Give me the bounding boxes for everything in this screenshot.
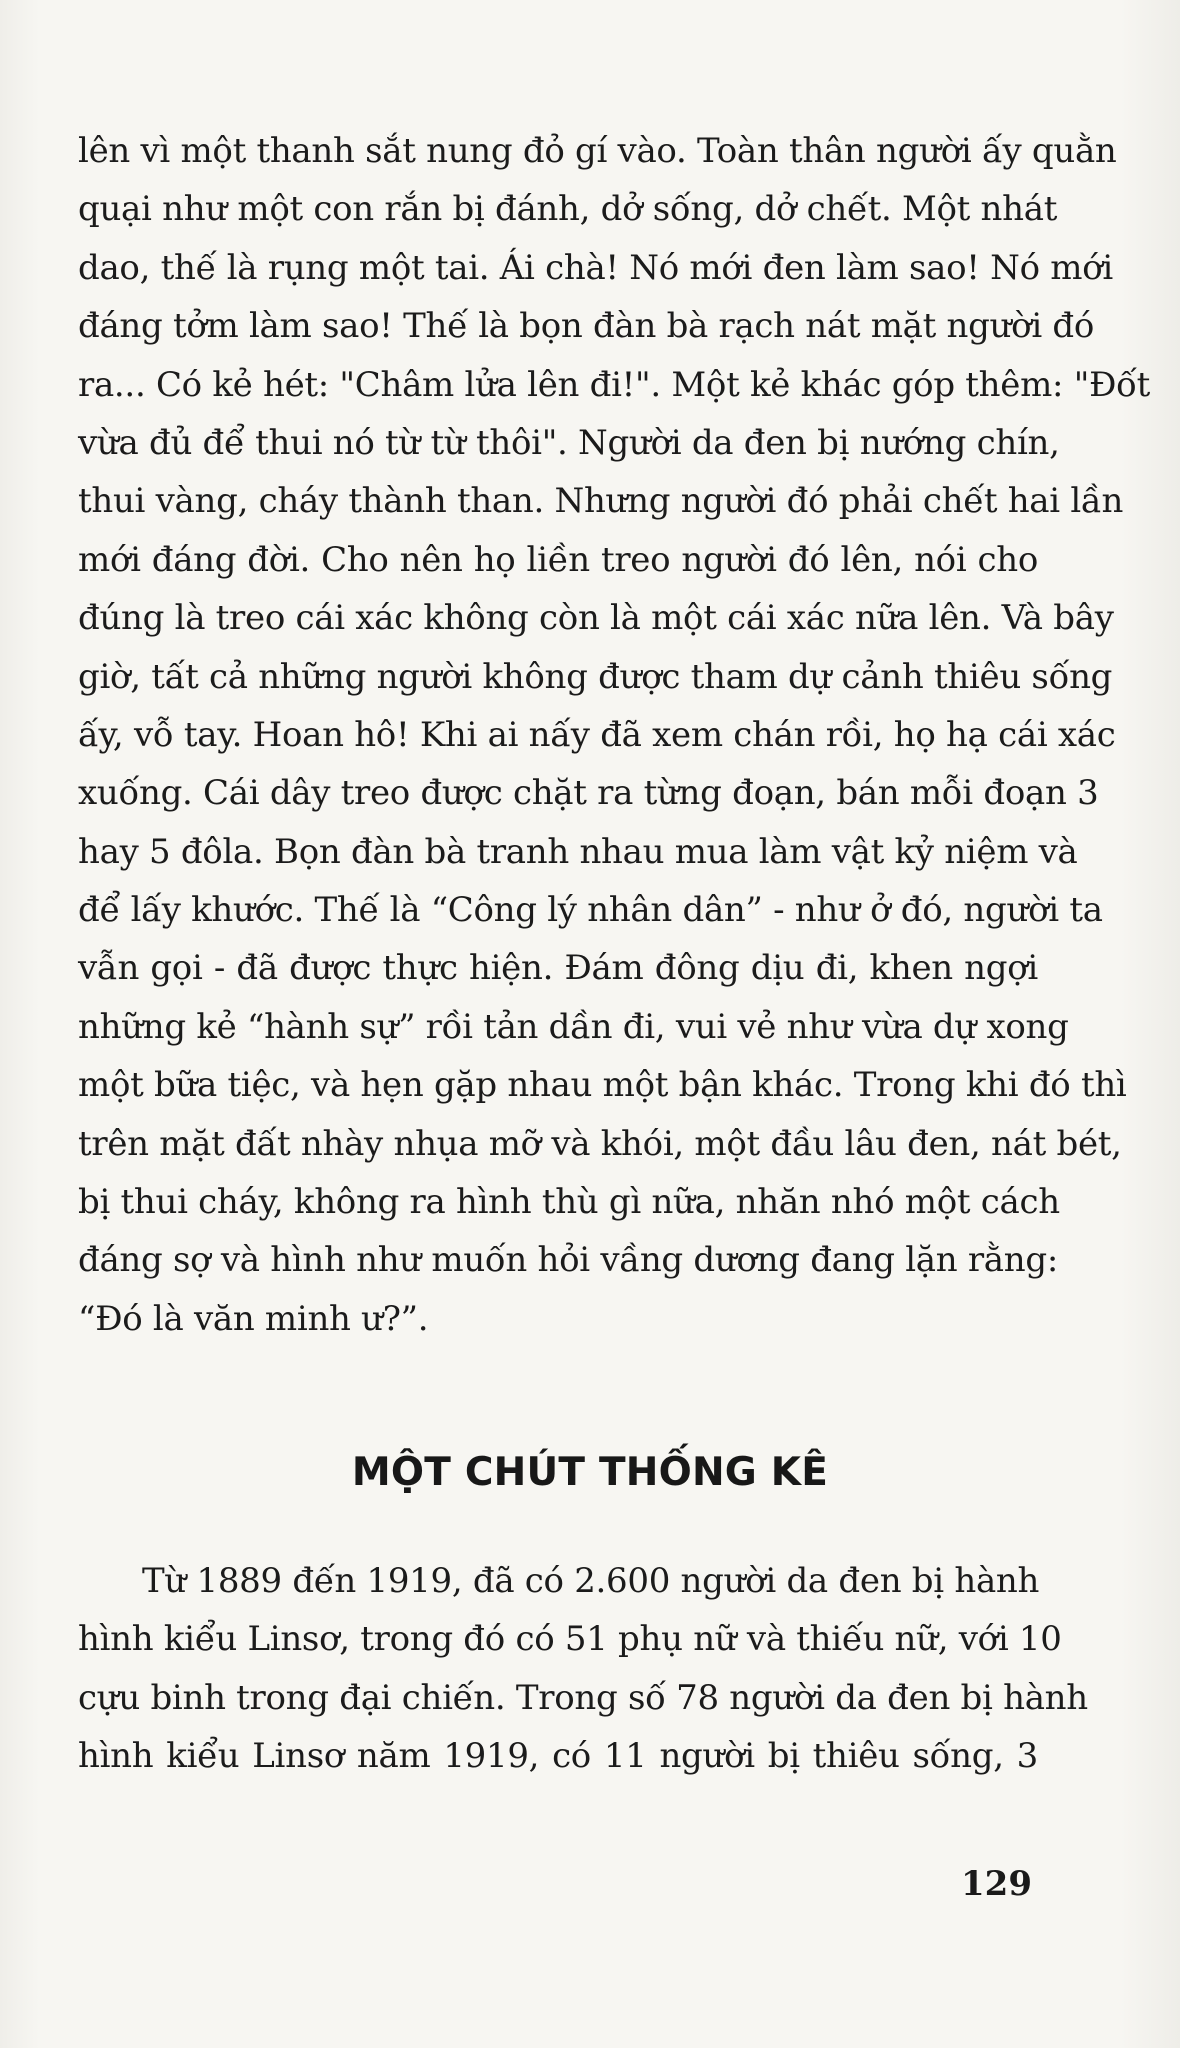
text-line: trên mặt đất nhày nhụa mỡ và khói, một đầu lâu đen, nát bét, — [78, 1123, 1122, 1164]
text-line: để lấy khước. Thế là “Công lý nhân dân” - như ở đó, người ta — [78, 890, 1103, 931]
text-line: ấy, vỗ tay. Hoan hô! Khi ai nấy đã xem chán rồi, họ hạ cái xác — [78, 714, 1116, 755]
text-line: Từ 1889 đến 1919, đã có 2.600 người da đen bị hành — [142, 1561, 1040, 1601]
text-line: mới đáng đời. Cho nên họ liền treo người đó lên, nói cho — [78, 539, 1038, 580]
text-line: thui vàng, cháy thành than. Nhưng người đó phải chết hai lần — [78, 481, 1124, 522]
text-line: đáng tởm làm sao! Thế là bọn đàn bà rạch nát mặt người đó — [78, 306, 1095, 347]
text-line: cựu binh trong đại chiến. Trong số 78 người da đen bị hành — [78, 1677, 1088, 1718]
text-line: “Đó là văn minh ư?”. — [78, 1298, 429, 1339]
text-line: đáng sợ và hình như muốn hỏi vầng dương đang lặn rằng: — [78, 1240, 1058, 1281]
text-line: quại như một con rắn bị đánh, dở sống, dở chết. Một nhát — [78, 189, 1058, 230]
text-line: đúng là treo cái xác không còn là một cái xác nữa lên. Và bây — [78, 598, 1114, 639]
body-paragraph — [78, 122, 1151, 1348]
text-line: giờ, tất cả những người không được tham dự cảnh thiêu sống — [78, 656, 1113, 697]
text-line: dao, thế là rụng một tai. Ái chà! Nó mới đen làm sao! Nó mới — [78, 247, 1113, 288]
text-line: xuống. Cái dây treo được chặt ra từng đoạn, bán mỗi đoạn 3 — [78, 773, 1099, 814]
text-line: lên vì một thanh sắt nung đỏ gí vào. Toàn thân người ấy quằn — [78, 131, 1117, 171]
section-heading: MỘT CHÚT THỐNG KÊ — [351, 1450, 829, 1495]
text-line: những kẻ “hành sự” rồi tản dần đi, vui vẻ như vừa dự xong — [78, 1006, 1069, 1047]
page-number: 129 — [961, 1864, 1032, 1904]
text-line: hay 5 đôla. Bọn đàn bà tranh nhau mua làm vật kỷ niệm và — [78, 831, 1078, 872]
text-line: ra... Có kẻ hét: "Châm lửa lên đi!". Một kẻ khác góp thêm: "Đốt — [78, 364, 1151, 405]
text-line: bị thui cháy, không ra hình thù gì nữa, nhăn nhó một cách — [78, 1182, 1060, 1223]
text-line: hình kiểu Linsơ, trong đó có 51 phụ nữ và thiếu nữ, với 10 — [78, 1619, 1062, 1660]
text-line: một bữa tiệc, và hẹn gặp nhau một bận khác. Trong khi đó thì — [78, 1065, 1127, 1106]
text-line: vẫn gọi - đã được thực hiện. Đám đông dịu đi, khen ngợi — [78, 948, 1038, 989]
text-line: hình kiểu Linsơ năm 1919, có 11 người bị thiêu sống, 3 — [78, 1736, 1038, 1777]
section-paragraph — [78, 1552, 1088, 1786]
text-line: vừa đủ để thui nó từ từ thôi". Người da đen bị nướng chín, — [78, 422, 1060, 463]
